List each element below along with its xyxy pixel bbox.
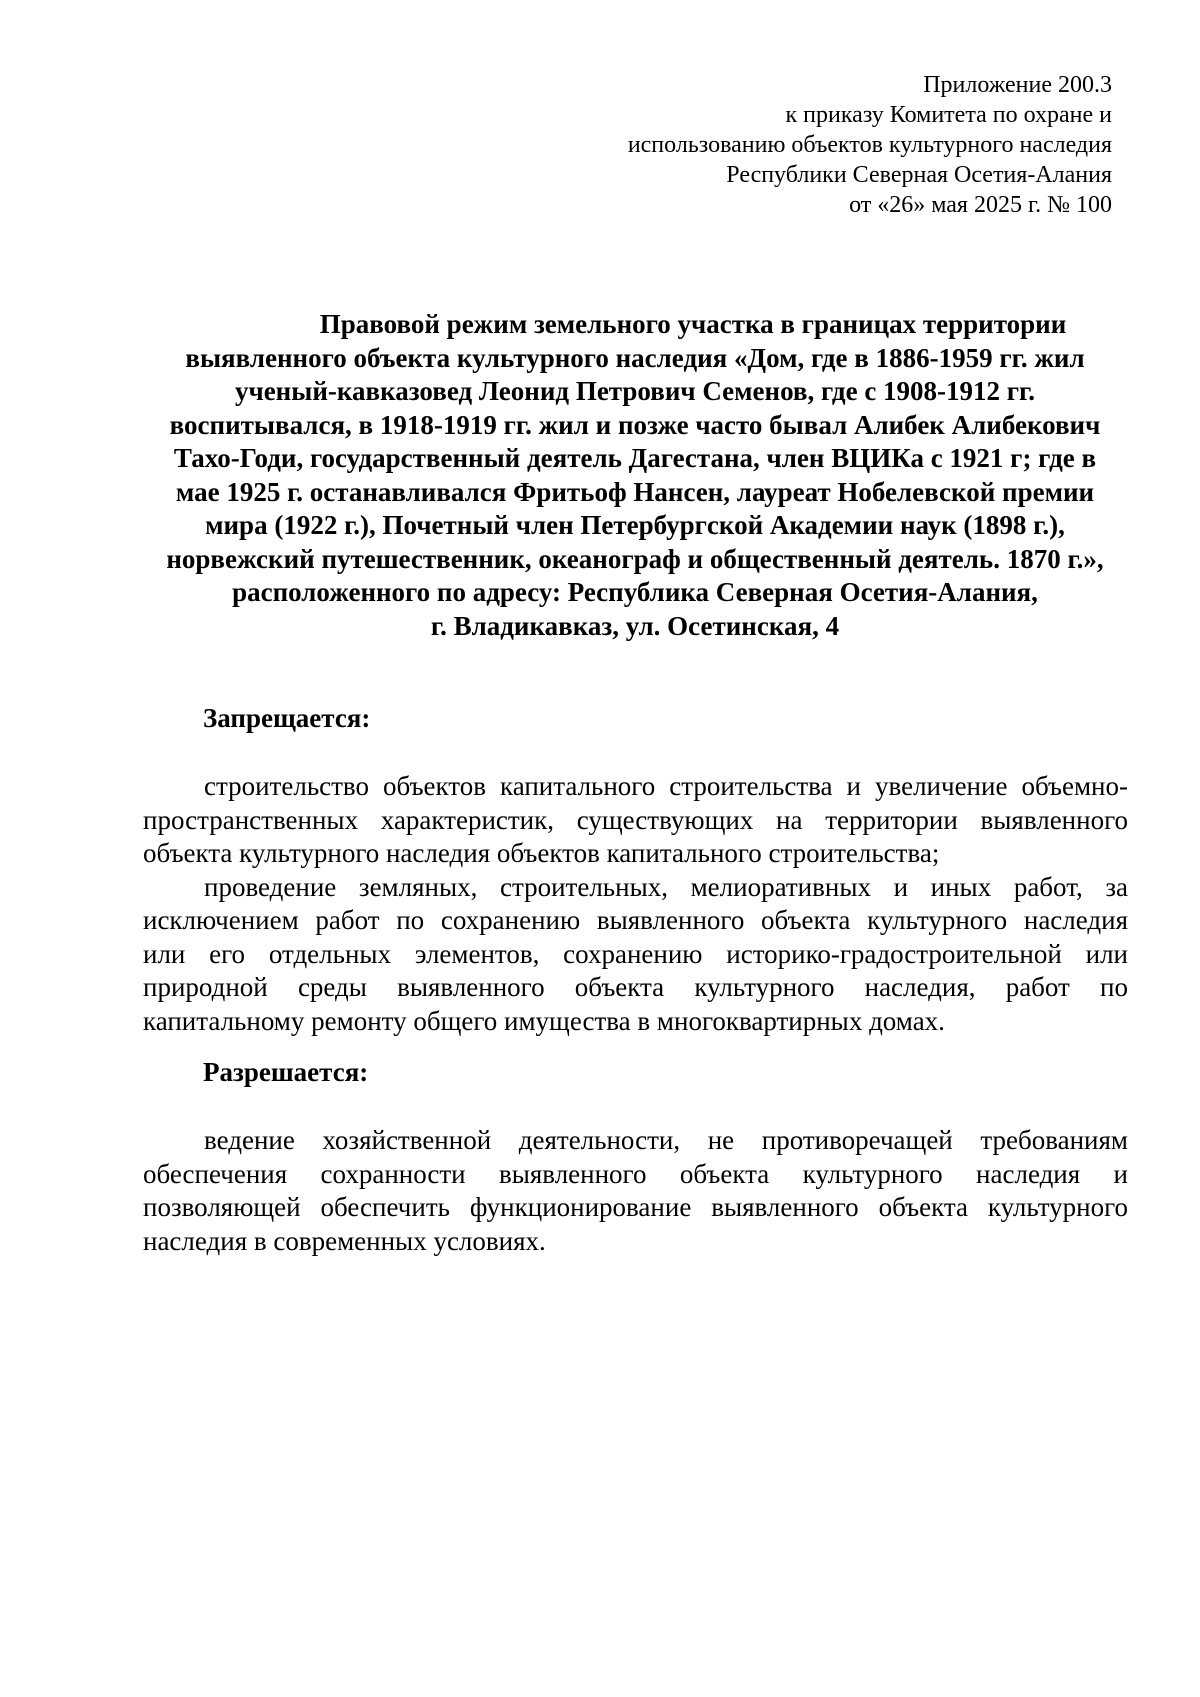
paragraph-line: проведение земляных, строительных, мелиоративных и иных работ, за (204, 871, 1128, 902)
title-line: мира (1922 г.), Почетный член Петербургской Академии наук (1898 г.), (205, 510, 1065, 540)
paragraph-line: обеспечения сохранности выявленного объекта культурного наследия и (143, 1158, 1128, 1189)
title-line: Тахо-Годи, государственный деятель Дагестана, член ВЦИКа с 1921 г; где в (173, 443, 1097, 473)
republic-name-line: Республики Северная Осетия-Алания (726, 162, 1112, 188)
title-line: Правовой режим земельного участка в границах территории (319, 309, 1067, 339)
paragraph-line: пространственных характеристик, существующих на территории выявленного (143, 804, 1128, 835)
title-line: норвежский путешественник, океанограф и общественный деятель. 1870 г.», (166, 543, 1104, 574)
paragraph-line: строительство объектов капитального строительства и увеличение объемно- (204, 771, 1128, 801)
prohibited-heading: Запрещается: (203, 703, 371, 733)
title-line: воспитывался, в 1918-1919 гг. жил и позже часто бывал Алибек Алибекович (169, 409, 1101, 440)
paragraph-line: объекта культурного наследия объектов капитального строительства; (143, 838, 940, 868)
paragraph-line: исключением работ по сохранению выявленного объекта культурного наследия (143, 905, 1128, 935)
paragraph-line: капитальному ремонту общего имущества в многоквартирных домах. (143, 1005, 945, 1036)
document-title (140, 308, 1130, 643)
paragraph-line: наследия в современных условиях. (143, 1225, 546, 1256)
paragraph-line: природной среды выявленного объекта культурного наследия, работ по (143, 972, 1128, 1002)
paragraph-line: позволяющей обеспечить функционирование выявленного объекта культурного (143, 1192, 1128, 1222)
appendix-number: Приложение 200.3 (923, 72, 1112, 98)
allowed-section-text (143, 1124, 1128, 1258)
title-line: ученый-кавказовед Леонид Петрович Семенов, где с 1908-1912 гг. (234, 376, 1036, 406)
allowed-heading: Разрешается: (203, 1057, 369, 1087)
title-line: выявленного объекта культурного наследия «Дом, где в 1886-1959 гг. жил (185, 342, 1085, 373)
title-line: расположенного по адресу: Республика Северная Осетия-Алания, (232, 577, 1038, 607)
paragraph-line: ведение хозяйственной деятельности, не противоречащей требованиям (204, 1125, 1128, 1155)
appendix-header (472, 70, 1112, 220)
order-date-number: от «26» мая 2025 г. № 100 (849, 192, 1112, 218)
order-reference-line: к приказу Комитета по охране и (785, 102, 1112, 128)
committee-name-line: использованию объектов культурного наследия (627, 132, 1112, 158)
paragraph-line: или его отдельных элементов, сохранению историко-градостроительной или (143, 938, 1128, 969)
prohibited-section-text (143, 770, 1128, 1038)
title-line: мае 1925 г. останавливался Фритьоф Нансен, лауреат Нобелевской премии (175, 476, 1095, 507)
title-line: г. Владикавказ, ул. Осетинская, 4 (430, 610, 840, 641)
